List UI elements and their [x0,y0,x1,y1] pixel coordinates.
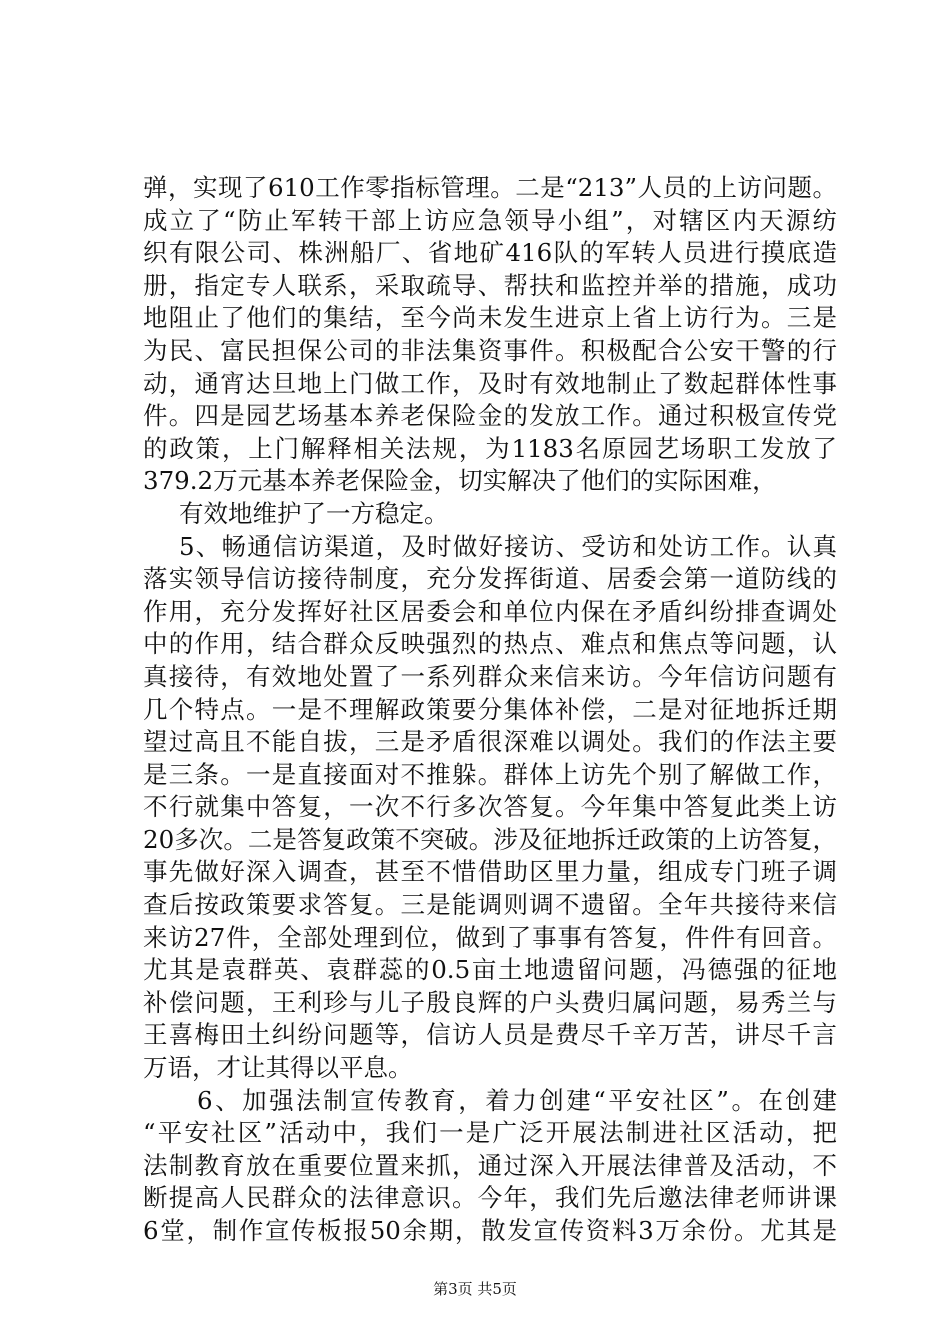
text-line: 6堂，制作宣传板报50余期，散发宣传资料3万余份。尤其是 [143,1216,837,1245]
page-footer: 第3页 共5页 [433,1280,517,1298]
text-line: 断提高人民群众的法律意识。今年，我们先后邀法律老师讲课 [143,1183,837,1213]
text-line: 来访27件，全部处理到位，做到了事事有答复，件件有回音。 [143,922,837,952]
text-line: 尤其是袁群英、袁群蕊的0.5亩土地遗留问题，冯德强的征地 [143,955,837,985]
body-text [143,172,837,1248]
text-line: 落实领导信访接待制度，充分发挥街道、居委会第一道防线的 [143,564,837,594]
text-line: 379.2万元基本养老保险金，切实解决了他们的实际困难， [143,466,777,496]
text-line: 万语，才让其得以平息。 [143,1053,413,1083]
text-line: 有效地维护了一方稳定。 [179,498,449,528]
text-line: 王喜梅田土纠纷问题等，信访人员是费尽千辛万苦，讲尽千言 [143,1020,837,1050]
text-line: 为民、富民担保公司的非法集资事件。积极配合公安干警的行 [143,335,837,365]
text-line: 中的作用，结合群众反映强烈的热点、难点和焦点等问题，认 [143,629,837,659]
text-line: 册，指定专人联系，采取疏导、帮扶和监控并举的措施，成功 [143,270,837,300]
text-line: 6、加强法制宣传教育，着力创建“平安社区”。在创建 [197,1085,837,1115]
text-line: 几个特点。一是不理解政策要分集体补偿，二是对征地拆迁期 [143,694,837,724]
text-line: “平安社区”活动中，我们一是广泛开展法制进社区活动，把 [143,1118,837,1148]
text-line: 作用，充分发挥好社区居委会和单位内保在矛盾纠纷排查调处 [143,596,837,626]
text-line: 补偿问题，王利珍与儿子殷良辉的户头费归属问题，易秀兰与 [143,987,837,1017]
text-line: 弹，实现了610工作零指标管理。二是“213”人员的上访问题。 [143,173,837,202]
text-line: 20多次。二是答复政策不突破。涉及征地拆迁政策的上访答复， [143,824,837,854]
text-line: 不行就集中答复，一次不行多次答复。今年集中答复此类上访 [143,792,837,822]
text-line: 查后按政策要求答复。三是能调则调不遗留。全年共接待来信 [143,890,837,920]
text-line: 5、畅通信访渠道，及时做好接访、受访和处访工作。认真 [179,531,837,561]
text-line: 真接待，有效地处置了一系列群众来信来访。今年信访问题有 [143,661,837,691]
text-line: 动，通宵达旦地上门做工作，及时有效地制止了数起群体性事 [143,368,837,398]
text-line: 的政策，上门解释相关法规，为1183名原园艺场职工发放了 [143,433,837,463]
text-line: 望过高且不能自拔，三是矛盾很深难以调处。我们的作法主要 [143,727,837,757]
text-line: 是三条。一是直接面对不推躲。群体上访先个别了解做工作， [143,759,837,789]
text-line: 成立了“防止军转干部上访应急领导小组”，对辖区内天源纺 [143,205,837,235]
text-line: 地阻止了他们的集结，至今尚未发生进京上省上访行为。三是 [143,303,837,333]
text-line: 事先做好深入调查，甚至不惜借助区里力量，组成专门班子调 [143,857,837,887]
text-line: 件。四是园艺场基本养老保险金的发放工作。通过积极宣传党 [143,401,837,431]
text-line: 织有限公司、株洲船厂、省地矿416队的军转人员进行摸底造 [143,238,837,268]
text-line: 法制教育放在重要位置来抓，通过深入开展法律普及活动，不 [143,1150,837,1180]
